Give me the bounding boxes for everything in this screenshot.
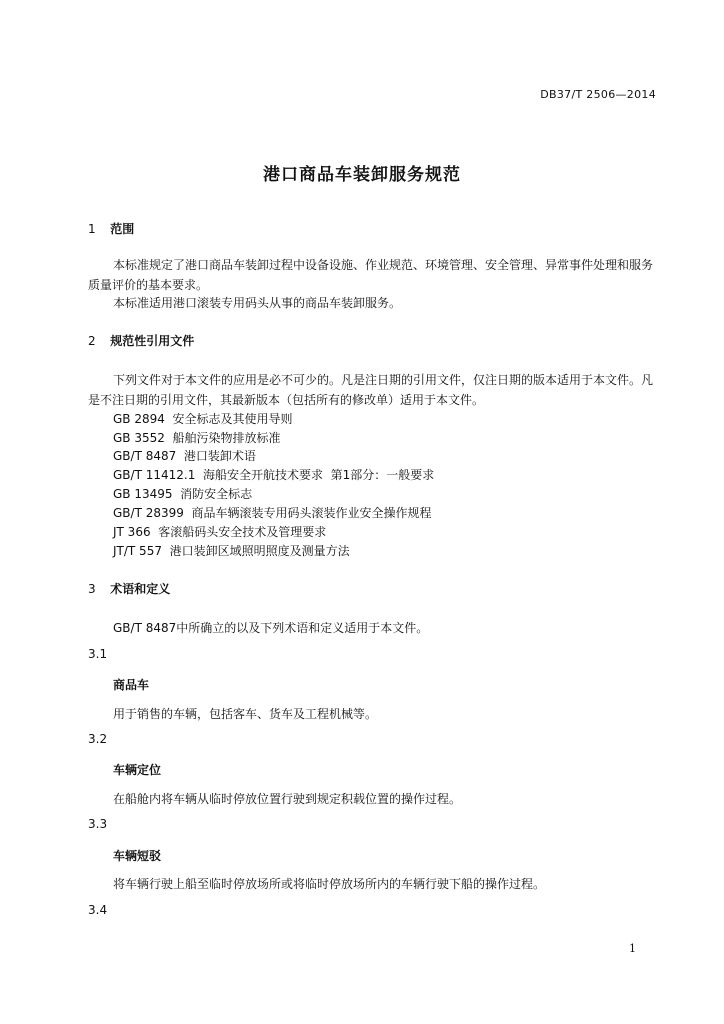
scope-paragraph-2: 本标准适用港口滚装专用码头从事的商品车装卸服务。 bbox=[113, 296, 402, 310]
reference-item: GB/T 11412.1 海船安全开航技术要求 第1部分：一般要求 bbox=[113, 468, 435, 482]
term-heading: 车辆定位 bbox=[113, 763, 162, 777]
page-number: 1 bbox=[629, 942, 636, 955]
reference-item: GB 3552 船舶污染物排放标准 bbox=[113, 431, 281, 445]
clause-number: 3.4 bbox=[88, 903, 108, 917]
reference-item: JT/T 557 港口装卸区域照明照度及测量方法 bbox=[113, 544, 350, 558]
terms-intro: GB/T 8487中所确立的以及下列术语和定义适用于本文件。 bbox=[113, 621, 429, 635]
clause-number: 3.2 bbox=[88, 732, 108, 746]
section-title: 术语和定义 bbox=[110, 582, 171, 596]
section-number: 1 bbox=[88, 222, 96, 236]
clause-number: 3.1 bbox=[88, 647, 108, 661]
reference-item: GB/T 28399 商品车辆滚装专用码头滚装作业安全操作规程 bbox=[113, 506, 432, 520]
document-title: 港口商品车装卸服务规范 bbox=[263, 165, 461, 185]
reference-item: GB/T 8487 港口装卸术语 bbox=[113, 449, 256, 463]
clause-number: 3.3 bbox=[88, 817, 108, 831]
term-definition: 将车辆行驶上船至临时停放场所或将临时停放场所内的车辆行驶下船的操作过程。 bbox=[113, 877, 546, 891]
document-code: DB37/T 2506—2014 bbox=[540, 88, 656, 101]
section-number: 2 bbox=[88, 334, 96, 348]
section-number: 3 bbox=[88, 582, 96, 596]
reference-item: GB 13495 消防安全标志 bbox=[113, 487, 253, 501]
term-definition: 在船舱内将车辆从临时停放位置行驶到规定积载位置的操作过程。 bbox=[113, 792, 462, 806]
term-heading: 商品车 bbox=[113, 678, 150, 692]
reference-item: GB 2894 安全标志及其使用导则 bbox=[113, 412, 293, 426]
section-3-heading bbox=[88, 580, 170, 597]
scope-paragraph-1: 本标准规定了港口商品车装卸过程中设备设施、作业规范、环境管理、安全管理、异常事件处理和服务质量评价的基本要求。 bbox=[88, 258, 654, 292]
term-heading: 车辆短驳 bbox=[113, 849, 162, 863]
term-definition: 用于销售的车辆，包括客车、货车及工程机械等。 bbox=[113, 707, 378, 721]
reference-item: JT 366 客滚船码头安全技术及管理要求 bbox=[113, 525, 327, 539]
references-intro: 下列文件对于本文件的应用是必不可少的。凡是注日期的引用文件，仅注日期的版本适用于本文件。凡是不注日期的引用文件，其最新版本（包括所有的修改单）适用于本文件。 bbox=[88, 373, 654, 407]
section-2-heading bbox=[88, 332, 194, 349]
section-title: 范围 bbox=[110, 222, 135, 236]
section-1-heading bbox=[88, 220, 134, 237]
section-title: 规范性引用文件 bbox=[110, 334, 195, 348]
